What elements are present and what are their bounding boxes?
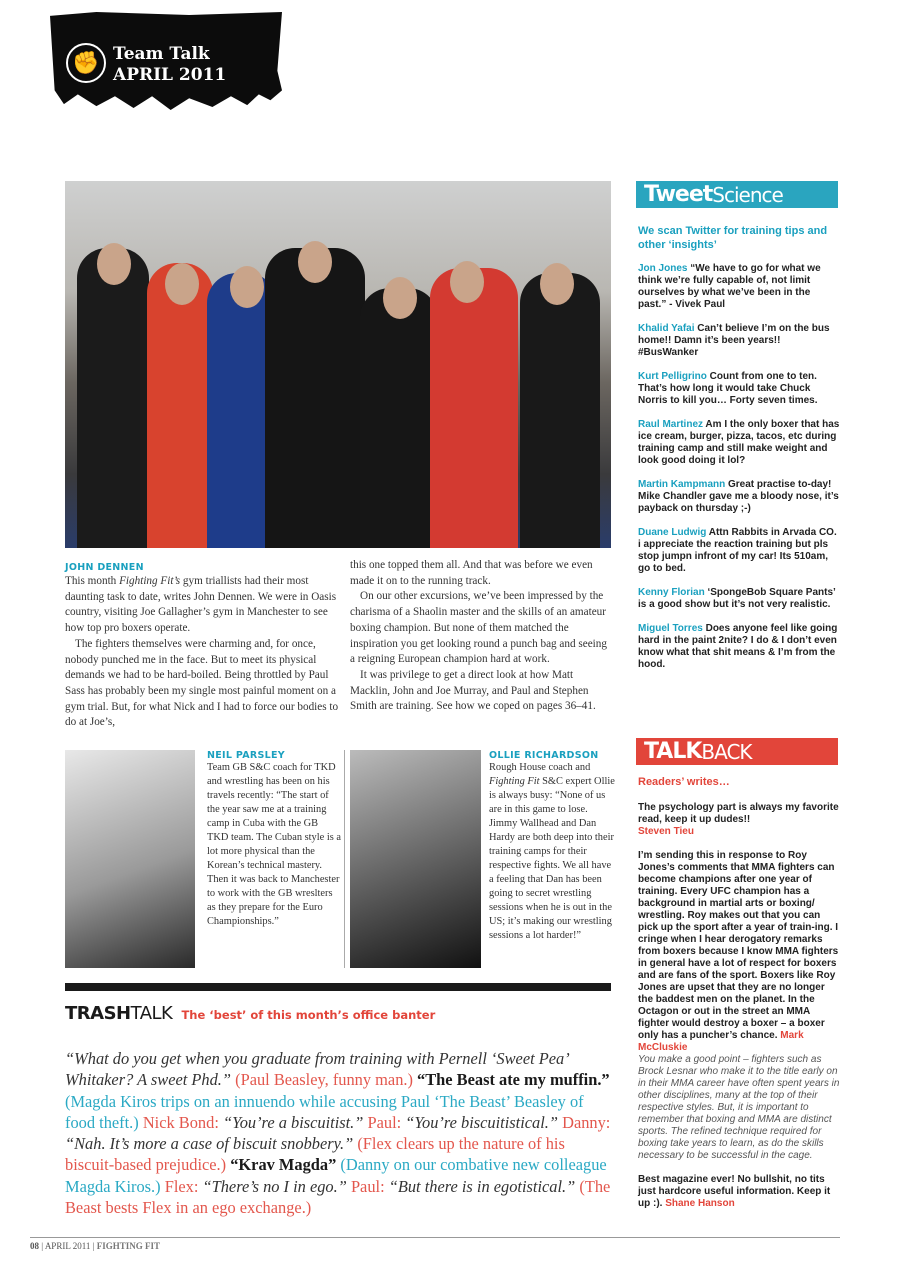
banter-segment: “There’s no I in ego.” xyxy=(202,1176,351,1196)
text-run: The fighters themselves were charming and, for once, nobody punched me in the face. But to meet its physical demands we had to be hard-boiled. Being throttled by Paul Sass has probably been my single most painful moment on a gym trial. But, for what Nick and I had to force our bodies to do at Joe’s, xyxy=(65,637,339,729)
tweet-author: Kurt Pelligrino xyxy=(638,371,707,382)
coach-name: OLLIE RICHARDSON xyxy=(489,750,599,761)
coach-ollie-richardson xyxy=(489,750,617,943)
tweet-author: Miguel Torres xyxy=(638,623,703,634)
tweet-author: Duane Ludwig xyxy=(638,527,707,538)
letter-text: The psychology part is always my favorite read, keep it up dudes!! xyxy=(638,802,839,825)
banter-segment: “Krav Magda” xyxy=(230,1155,341,1175)
reader-letter xyxy=(638,1174,840,1210)
coach-neil-parsley xyxy=(207,750,341,929)
section-title: Team Talk xyxy=(113,44,210,64)
tweet-author: Raul Martinez xyxy=(638,419,704,430)
text-run: gym triallists had their most daunting task to date, writes John Dennen. We were in Oasis country, visiting Joe Gallagher’s gym in Manchester to see how top pro boxers operate. xyxy=(65,575,337,635)
article-paragraph xyxy=(65,637,341,731)
page-number: 08 xyxy=(30,1241,39,1251)
tweet-text: Great practise to-day! Mike Chandler gave me a bloody nose, it’s payback on thursday ;-) xyxy=(638,479,839,514)
article-paragraph xyxy=(350,589,614,668)
tweet xyxy=(638,419,840,467)
banter-segment: Danny: xyxy=(562,1112,611,1132)
banter-segment: Flex: xyxy=(164,1176,203,1196)
article-column-1 xyxy=(65,574,341,731)
editor-reply: You make a good point – fighters such as Brock Lesnar who make it to the title early on in their MMA career have often spent years in other disciplines, many at the top of their respective styles. But, it is important to remember that boxing and MMA are distinct sports. The refined technique required for boxing take years to learn, as do the skills necessary to be successful in the cage. xyxy=(638,1054,840,1161)
tweet-text: “We have to go for what we think we’re fully capable of, not limit ourselves by what we’ve been in the past.” - Vivek Paul xyxy=(638,263,821,310)
talkback-intro: Readers’ writes… xyxy=(638,776,730,788)
banter-segment: Paul: xyxy=(367,1112,406,1132)
banter-segment: Paul: xyxy=(350,1176,389,1196)
italic-text: Fighting Fit xyxy=(489,776,540,787)
trashtalk-title-light: TALK xyxy=(130,1003,173,1024)
tweetscience-intro: We scan Twitter for training tips and other ‘insights’ xyxy=(638,225,828,251)
tweet-text: Count from one to ten. That’s how long it would take Chuck Norris to kill you… Forty seven times. xyxy=(638,371,818,406)
banter-segment: “What do you get when you graduate from training with Pernell ‘Sweet Pea’ Whitaker? A sweet Phd.” xyxy=(65,1049,568,1090)
article-paragraph xyxy=(350,558,614,589)
banter-segment: (Flex clears up the nature of his biscuit-based prejudice.) xyxy=(65,1134,565,1175)
tweet-author: Martin Kampmann xyxy=(638,479,726,490)
boxer-icon: ✊ xyxy=(66,43,106,83)
tweet-text: ‘SpongeBob Square Pants’ is a good show but it’s not very realistic. xyxy=(638,587,836,610)
article-paragraph xyxy=(65,574,341,637)
tweet-text: Does anyone feel like going hard in the paint 2nite? I do & I don’t even know what that shit means & I’m from the hood. xyxy=(638,623,838,670)
trashtalk-subtitle: The ‘best’ of this month’s office banter xyxy=(181,1008,436,1022)
trashtalk-quotes xyxy=(65,1048,615,1218)
footer-rule xyxy=(30,1237,840,1238)
article-column-2 xyxy=(350,558,614,715)
gym-group-photo xyxy=(65,181,611,548)
banter-segment: “You’re a biscuitist.” xyxy=(222,1112,368,1132)
magazine-name: FIGHTING FIT xyxy=(96,1241,160,1251)
text-run: This month xyxy=(65,575,120,587)
banter-segment: (The Beast bests Flex in an ego exchange.) xyxy=(65,1176,611,1218)
letter-author: Shane Hanson xyxy=(665,1198,735,1209)
talkback-banner xyxy=(636,738,838,765)
banter-segment: “But there is in egotistical.” xyxy=(388,1176,580,1196)
tweet-author: Khalid Yafai xyxy=(638,323,695,334)
talkback-title-bold: TALK xyxy=(644,739,702,764)
text-run: S&C expert Ollie is always busy: “None of us are in this game to lose. Jimmy Wallhead and Dan Hardy are both deep into their training camps for their respective fights. We all have a feeling that Dan has been going to secret wrestling sessions when he is out in the US; it’s making our wrestling sessions a lot harder!” xyxy=(489,776,615,941)
issue-date: APRIL 2011 xyxy=(113,65,227,85)
section-rule xyxy=(65,983,611,991)
ollie-richardson-photo xyxy=(350,750,481,968)
banter-segment: “Nah. It’s more a case of biscuit snobbery.” xyxy=(65,1134,358,1154)
tweetscience-banner xyxy=(636,181,838,208)
text-run: On our other excursions, we’ve been impressed by the charisma of a Shaolin master and the skills of an amateur boxing champion. But none of them matched the inspiration you get looking round a punch bag and seeing a reigning European champion hard at work. xyxy=(350,590,607,666)
neil-parsley-photo xyxy=(65,750,195,968)
trashtalk-heading xyxy=(65,1003,435,1024)
letter-author: Steven Tieu xyxy=(638,826,694,837)
tweet xyxy=(638,323,840,359)
letter-text: I’m sending this in response to Roy Jones’s comments that MMA fighters can become champions after one year of training. Every UFC champion has a background in martial arts or boxing/ wrestling. Roy makes out that you can pick up the sport after a year of train-ing. I cringe when I hear derogatory remarks from boxers because I know MMA fighters in general have a lot of respect for boxers and are fans of the sport. Boxers like Roy Jones are upset that they are no longer the baddest men on the planet. In the Octagon or out in the street an MMA fighter would destroy a boxer – a boxer only has a puncher’s chance. xyxy=(638,850,839,1041)
coach-quote xyxy=(207,761,341,929)
banter-segment: Nick Bond: xyxy=(142,1112,223,1132)
coach-name: NEIL PARSLEY xyxy=(207,750,285,761)
tweet xyxy=(638,587,840,611)
tweet xyxy=(638,479,840,515)
banter-segment: “The Beast ate my muffin.” xyxy=(417,1070,610,1090)
reader-letter xyxy=(638,850,840,1162)
coach-quote xyxy=(489,761,617,943)
article-paragraph xyxy=(350,668,614,715)
tweet-list xyxy=(638,263,840,683)
letter-author: Mark McCluskie xyxy=(638,1030,804,1053)
talkback-title-light: BACK xyxy=(701,739,752,764)
banter-segment: “You’re biscuitistical.” xyxy=(405,1112,563,1132)
trashtalk-title-bold: TRASH xyxy=(65,1003,131,1024)
tweet-text: Am I the only boxer that has ice cream, burger, pizza, tacos, etc during training camp and still make weight and look good doing it lol? xyxy=(638,419,840,466)
tweet xyxy=(638,263,840,311)
tweetscience-title-light: Science xyxy=(712,182,783,207)
text-run: this one topped them all. And that was before we even made it on to the running track. xyxy=(350,559,593,587)
divider xyxy=(344,750,345,968)
text-run: Rough House coach and xyxy=(489,762,591,773)
tweet xyxy=(638,371,840,407)
page-footer: 08 | APRIL 2011 | FIGHTING FIT xyxy=(30,1241,160,1251)
tweet-text: Attn Rabbits in Arvada CO. i appreciate the reaction training but pls stop jumpn infront of my car! Its 510am, go to bed. xyxy=(638,527,837,574)
banter-segment: (Paul Beasley, funny man.) xyxy=(235,1070,418,1090)
text-run: Team GB S&C coach for TKD and wrestling has been on his travels recently: “The start of the year saw me at a training camp in Cuba with the GB TKD team. The Cuban style is a lot more physical than the Korean’s technical mastery. Then it was back to Manchester to work with the GB wreslters as they prepare for the Euro Championships.” xyxy=(207,762,341,927)
tweet-text: Can’t believe I’m on the bus home!! Damn it’s been years!! #BusWanker xyxy=(638,323,830,358)
tweet-author: Kenny Florian xyxy=(638,587,705,598)
reader-letter xyxy=(638,802,840,838)
banter-segment: (Magda Kiros trips on an innuendo while accusing Paul ‘The Beast’ Beasley of food theft.) xyxy=(65,1091,584,1132)
footer-date: APRIL 2011 xyxy=(44,1241,91,1251)
letter-list xyxy=(638,802,840,1222)
tweet xyxy=(638,527,840,575)
italic-text: Fighting Fit’s xyxy=(119,575,181,587)
article-byline: JOHN DENNEN xyxy=(65,562,144,573)
tweetscience-title-bold: Tweet xyxy=(644,182,713,207)
tweet xyxy=(638,623,840,671)
letter-text: Best magazine ever! No bullshit, no tits just hardcore useful information. Keep it up :). xyxy=(638,1174,831,1209)
text-run: It was privilege to get a direct look at how Matt Macklin, John and Joe Murray, and Paul and Stephen Smith are training. See how we coped on pages 36–41. xyxy=(350,668,596,713)
tweet-author: Jon Jones xyxy=(638,263,688,274)
banter-segment: (Danny on our combative new colleague Magda Kiros.) xyxy=(65,1155,607,1196)
